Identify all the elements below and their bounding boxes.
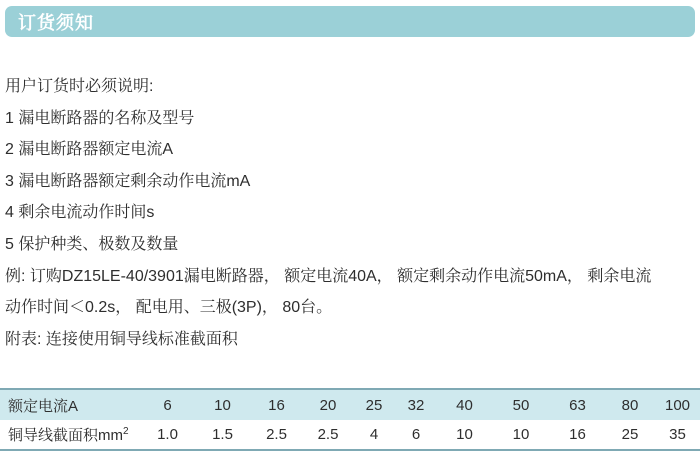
list-item-5: 5 保护种类、极数及数量 (5, 235, 179, 253)
example-line-2: 动作时间＜0.2s， 配电用、三极(3P)， 80台。 (5, 299, 333, 317)
wire-size-table (0, 388, 700, 451)
table-data-cell: 2.5 (266, 426, 287, 443)
table-data-cell: 35 (669, 426, 686, 443)
list-item-1: 1 漏电断路器的名称及型号 (5, 109, 195, 127)
table-header-cell: 32 (407, 396, 425, 414)
table-data-cell: 6 (411, 426, 421, 443)
table-header-label: 额定电流A (8, 397, 79, 415)
table-row-label-text: 铜导线截面积mm (8, 427, 123, 444)
table-header-cell: 10 (214, 396, 231, 414)
table-data-row (0, 420, 700, 450)
table-header-cell: 40 (456, 396, 473, 414)
table-data-cell: 4 (369, 426, 379, 443)
table-row-label (0, 420, 140, 450)
table-header-cell: 25 (365, 396, 383, 414)
table-header-cell: 16 (268, 396, 285, 414)
body-text-block (5, 71, 697, 355)
table-row-label-sup: 2 (123, 426, 129, 437)
table-data-cell: 1.0 (157, 426, 178, 443)
page-title: 订货须知 (18, 12, 94, 33)
table-data-cell: 10 (512, 426, 530, 443)
list-item-4: 4 剩余电流动作时间s (5, 204, 155, 222)
example-line-1: 例: 订购DZ15LE-40/3901漏电断路器， 额定电流40A， 额定剩余动作电流50mA， 剩余电流 (5, 267, 652, 285)
intro-line: 用户订货时必须说明: (5, 78, 154, 95)
table-data-cell: 1.5 (212, 426, 233, 443)
table-data-cell: 16 (569, 426, 586, 443)
appendix-note: 附表: 连接使用铜导线标准截面积 (5, 330, 238, 348)
table-header-cell: 50 (512, 396, 530, 414)
list-item-3: 3 漏电断路器额定剩余动作电流mA (5, 172, 251, 190)
table-data-cell: 10 (456, 426, 473, 443)
table-data-cell: 25 (621, 426, 639, 443)
list-item-2: 2 漏电断路器额定电流A (5, 141, 174, 159)
table-header-cell: 100 (664, 396, 691, 414)
section-header-bar (5, 6, 695, 37)
table-header-cell: 63 (569, 396, 586, 414)
table-header-cell: 80 (621, 396, 639, 414)
table-header-cell: 6 (163, 396, 172, 414)
table-header-cell: 20 (319, 396, 337, 414)
table-data-cell: 2.5 (317, 426, 339, 443)
table-header-row (0, 389, 700, 420)
